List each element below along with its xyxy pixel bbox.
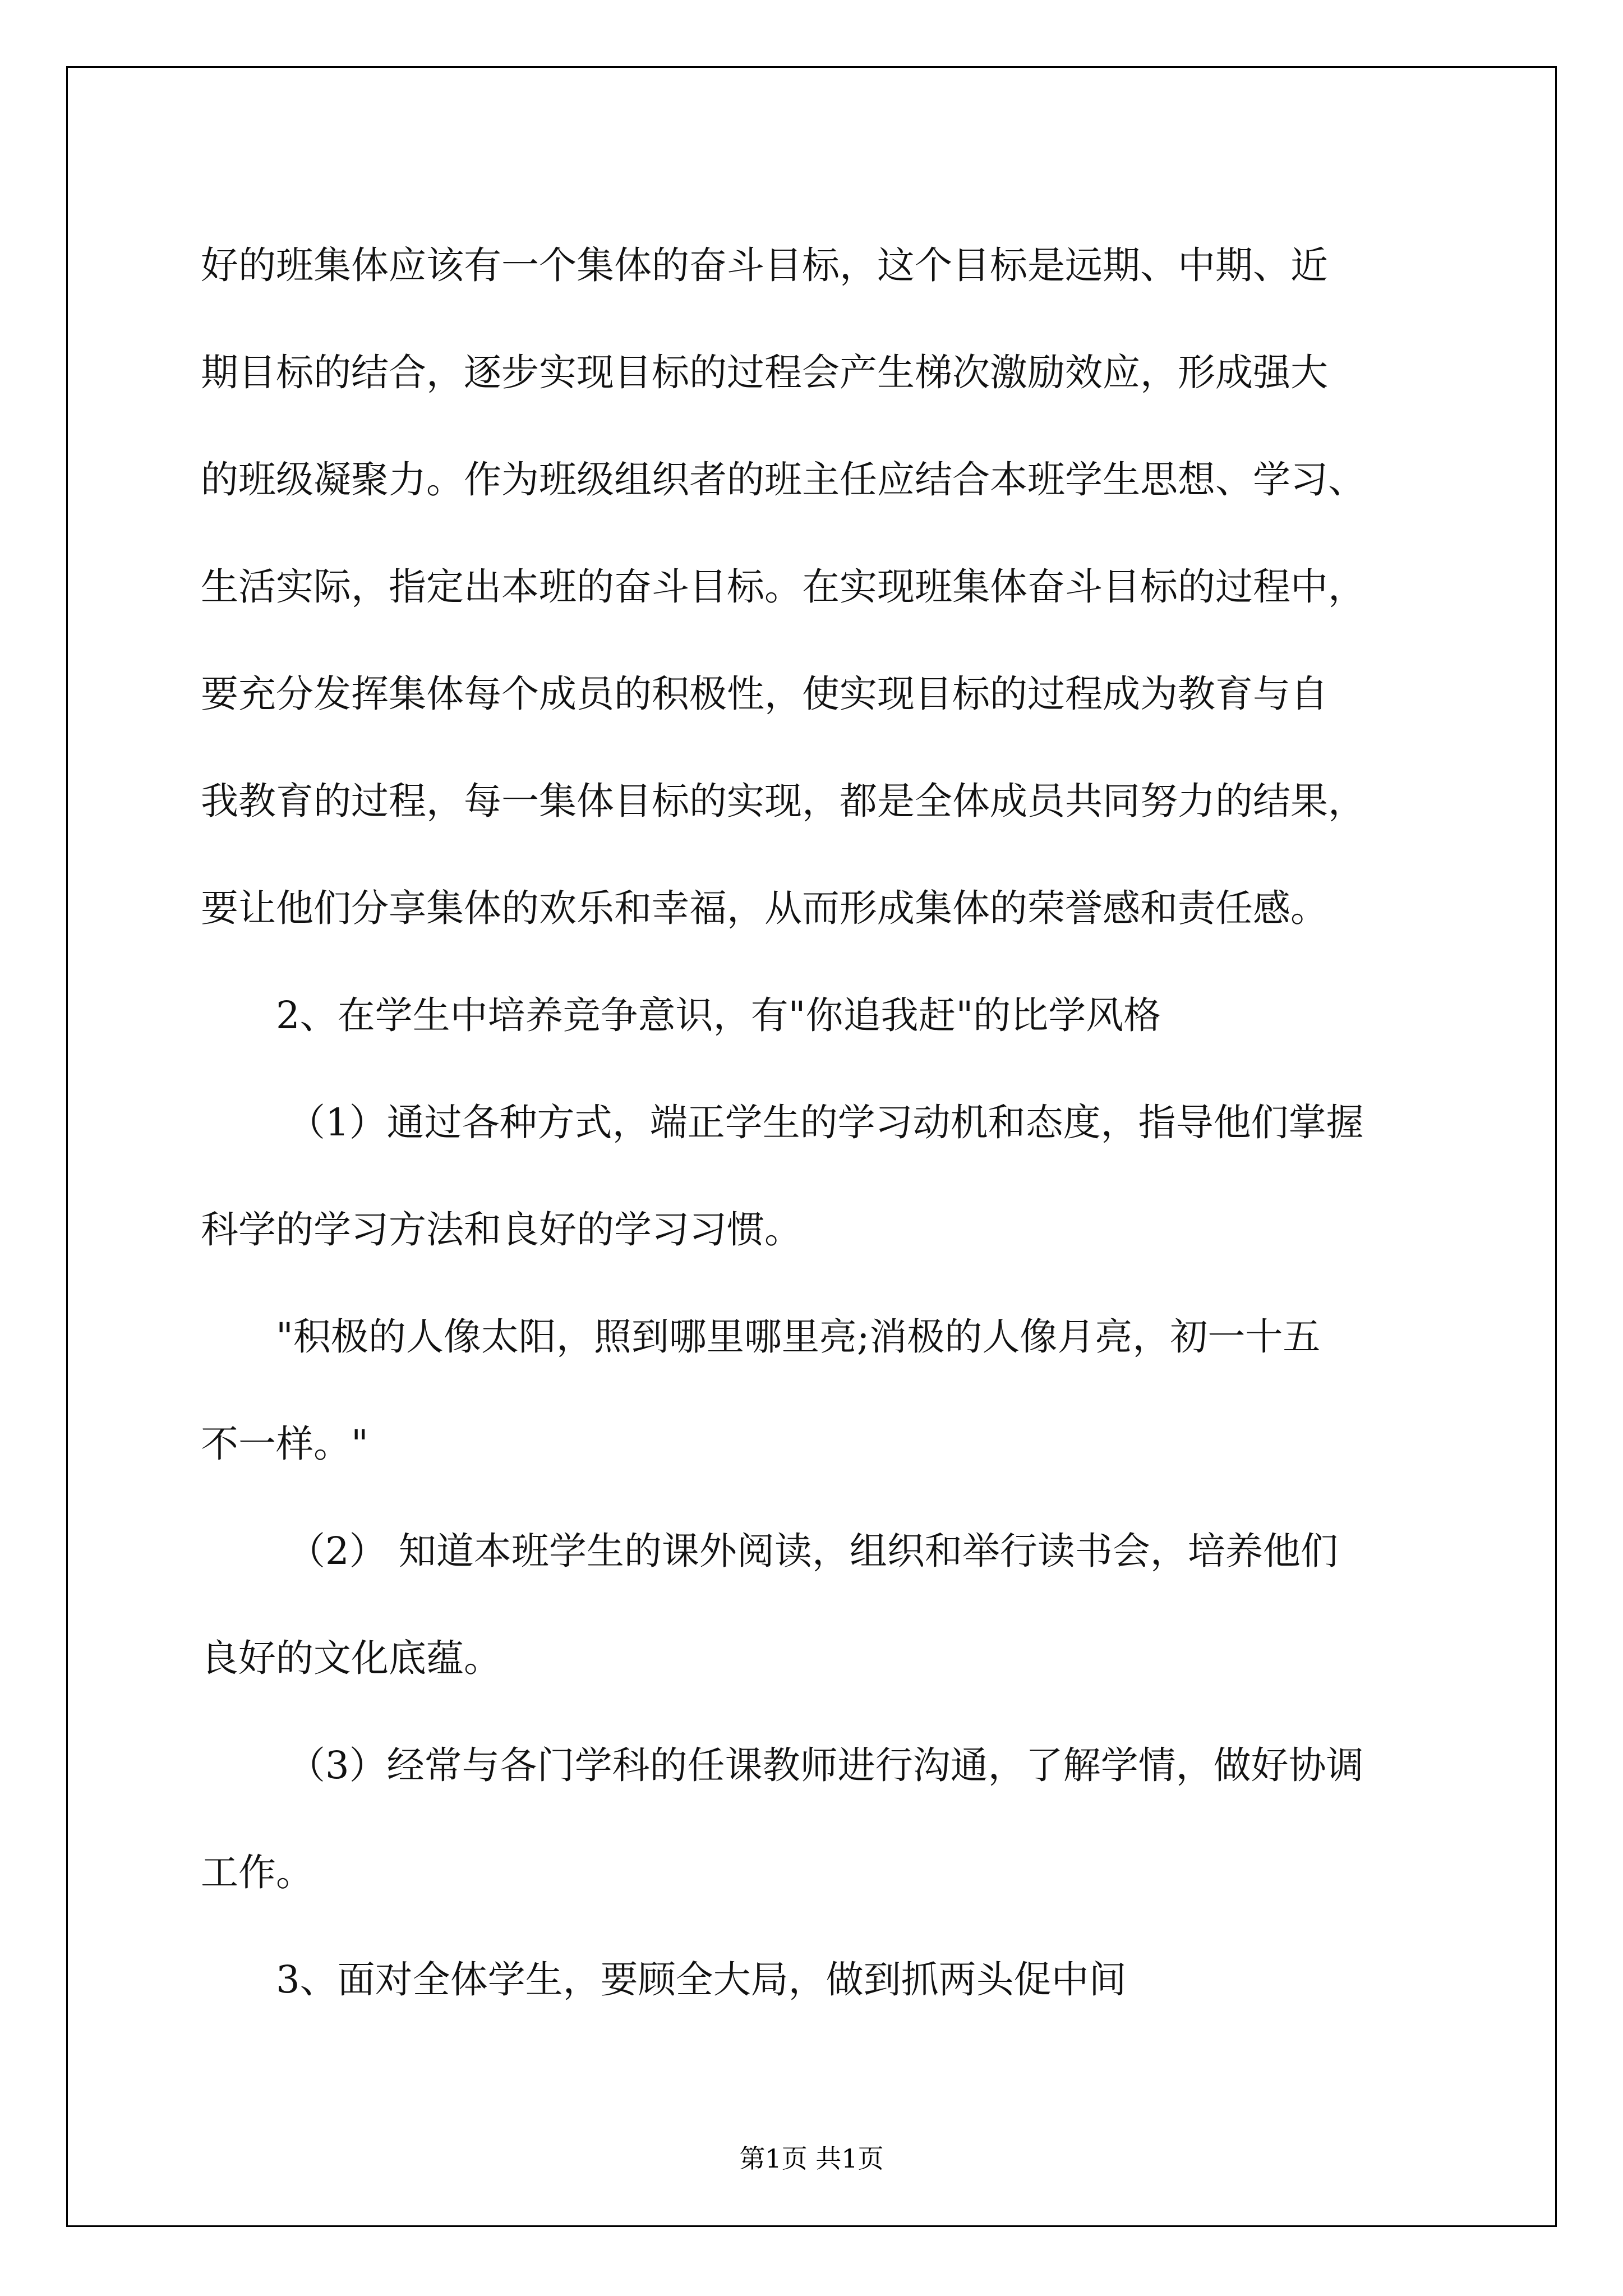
section-heading: 2、在学生中培养竞争意识，有"你追我赶"的比学风格	[276, 993, 1161, 1037]
page-footer: 第1页 共1页	[739, 2143, 884, 2174]
text-line: 工作。	[201, 1851, 313, 1894]
quote-line: 不一样。"	[201, 1422, 368, 1466]
text-line: 好的班集体应该有一个集体的奋斗目标，这个目标是远期、中期、近	[201, 243, 1328, 287]
text-line: 科学的学习方法和良好的学习习惯。	[201, 1208, 802, 1251]
text-line: （1）通过各种方式，端正学生的学习动机和态度，指导他们掌握	[288, 1101, 1364, 1144]
text-line: 生活实际，指定出本班的奋斗目标。在实现班集体奋斗目标的过程中，	[201, 565, 1366, 609]
text-line: 我教育的过程，每一集体目标的实现，都是全体成员共同努力的结果，	[201, 779, 1366, 823]
text-line: 要充分发挥集体每个成员的积极性，使实现目标的过程成为教育与自	[201, 672, 1328, 716]
text-line: 期目标的结合，逐步实现目标的过程会产生梯次激励效应，形成强大	[201, 351, 1328, 394]
text-line: 的班级凝聚力。作为班级组织者的班主任应结合本班学生思想、学习、	[201, 458, 1366, 501]
text-line: 良好的文化底蕴。	[201, 1636, 501, 1680]
document-body	[201, 212, 1446, 2033]
text-line: （3）经常与各门学科的任课教师进行沟通，了解学情，做好协调	[288, 1743, 1364, 1787]
text-line: 要让他们分享集体的欢乐和幸福，从而形成集体的荣誉感和责任感。	[201, 886, 1328, 930]
section-heading: 3、面对全体学生，要顾全大局，做到抓两头促中间	[276, 1958, 1127, 2001]
quote-line: "积极的人像太阳，照到哪里哪里亮;消极的人像月亮，初一十五	[276, 1315, 1321, 1359]
text-line: （2） 知道本班学生的课外阅读，组织和举行读书会，培养他们	[288, 1529, 1338, 1573]
